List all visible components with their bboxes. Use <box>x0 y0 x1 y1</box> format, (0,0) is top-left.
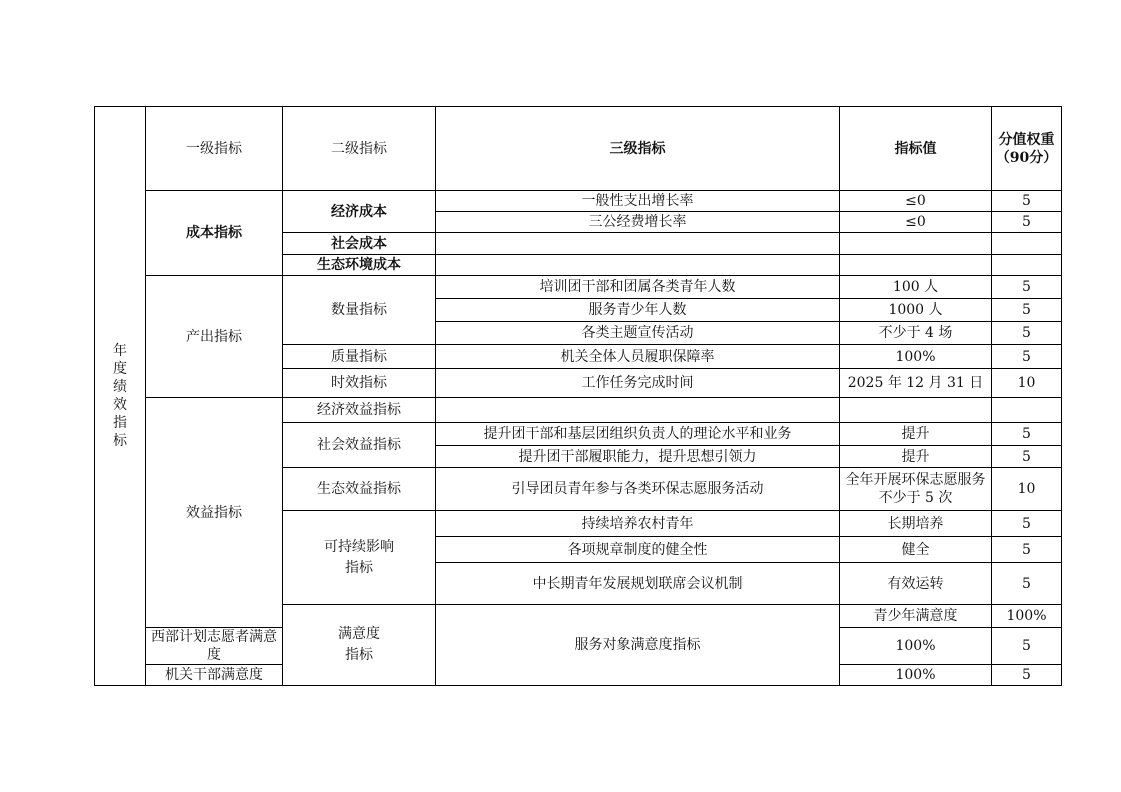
level3-cell: 提升团干部和基层团组织负责人的理论水平和业务 <box>436 423 840 446</box>
weight-cell-empty <box>992 255 1062 276</box>
level2-economic-cost: 经济成本 <box>283 191 436 233</box>
level2-social-benefit: 社会效益指标 <box>283 423 436 468</box>
value-cell: 100% <box>840 345 992 369</box>
level2-sustainable-label: 可持续影响指标 <box>324 538 394 576</box>
weight-cell: 5 <box>992 191 1062 212</box>
level1-cost: 成本指标 <box>146 191 283 276</box>
level3-cell: 培训团干部和团属各类青年人数 <box>436 276 840 299</box>
weight-cell: 10 <box>992 369 1062 398</box>
level1-benefit: 效益指标 <box>146 398 283 628</box>
performance-indicator-table <box>94 106 1062 686</box>
value-cell: 100% <box>992 605 1062 628</box>
weight-cell: 5 <box>992 212 1062 233</box>
header-value: 指标值 <box>840 107 992 191</box>
value-cell: 提升 <box>840 423 992 446</box>
weight-cell: 5 <box>992 563 1062 605</box>
level3-cell: 青少年满意度 <box>840 605 992 628</box>
level1-satisfaction-label: 满意度指标 <box>338 626 380 663</box>
annual-performance-indicator-cell <box>95 107 146 686</box>
value-cell: 全年开展环保志愿服务不少于 5 次 <box>840 468 992 511</box>
value-cell: ≤0 <box>840 191 992 212</box>
header-row <box>95 107 1062 191</box>
value-cell: ≤0 <box>840 212 992 233</box>
weight-cell: 5 <box>992 423 1062 446</box>
value-cell: 1000 人 <box>840 299 992 322</box>
level3-cell-empty <box>436 233 840 255</box>
value-cell-empty <box>840 233 992 255</box>
weight-cell: 5 <box>992 628 1062 665</box>
level3-cell-empty <box>436 255 840 276</box>
level2-eco-cost: 生态环境成本 <box>283 255 436 276</box>
value-cell: 长期培养 <box>840 511 992 537</box>
header-level2: 二级指标 <box>283 107 436 191</box>
level3-cell: 引导团员青年参与各类环保志愿服务活动 <box>436 468 840 511</box>
level2-sustainable <box>283 511 436 605</box>
level3-cell: 提升团干部履职能力，提升思想引领力 <box>436 446 840 468</box>
weight-cell: 5 <box>992 537 1062 563</box>
header-weight: 分值权重（90分） <box>992 107 1062 191</box>
level3-cell: 机关干部满意度 <box>146 665 283 686</box>
weight-cell: 5 <box>992 322 1062 345</box>
weight-cell: 5 <box>992 299 1062 322</box>
weight-cell-empty <box>992 233 1062 255</box>
header-level1: 一级指标 <box>146 107 283 191</box>
level2-economic-benefit: 经济效益指标 <box>283 398 436 423</box>
value-cell: 100 人 <box>840 276 992 299</box>
value-cell: 100% <box>840 665 992 686</box>
value-cell-empty <box>840 398 992 423</box>
value-cell-empty <box>840 255 992 276</box>
level3-cell: 工作任务完成时间 <box>436 369 840 398</box>
level2-service-satisfaction <box>436 605 840 686</box>
value-cell: 不少于 4 场 <box>840 322 992 345</box>
level3-cell: 持续培养农村青年 <box>436 511 840 537</box>
annual-performance-indicator-label: 年度绩效指标 <box>113 343 127 449</box>
value-cell: 2025 年 12 月 31 日 <box>840 369 992 398</box>
table-row <box>95 398 1062 423</box>
level2-quality: 质量指标 <box>283 345 436 369</box>
weight-cell: 5 <box>992 345 1062 369</box>
level1-output: 产出指标 <box>146 276 283 398</box>
header-level3: 三级指标 <box>436 107 840 191</box>
weight-cell: 5 <box>992 511 1062 537</box>
value-cell: 100% <box>840 628 992 665</box>
table-row <box>95 191 1062 212</box>
weight-cell: 5 <box>992 446 1062 468</box>
weight-cell: 5 <box>992 665 1062 686</box>
weight-cell: 5 <box>992 276 1062 299</box>
weight-cell-empty <box>992 398 1062 423</box>
level3-cell: 三公经费增长率 <box>436 212 840 233</box>
weight-cell: 10 <box>992 468 1062 511</box>
level3-cell: 各项规章制度的健全性 <box>436 537 840 563</box>
level2-timeliness: 时效指标 <box>283 369 436 398</box>
level3-cell: 服务青少年人数 <box>436 299 840 322</box>
value-cell: 健全 <box>840 537 992 563</box>
table-row <box>95 276 1062 299</box>
level3-cell-empty <box>436 398 840 423</box>
level2-ecology-benefit: 生态效益指标 <box>283 468 436 511</box>
value-cell: 有效运转 <box>840 563 992 605</box>
level3-cell: 西部计划志愿者满意度 <box>146 628 283 665</box>
value-cell: 提升 <box>840 446 992 468</box>
level1-satisfaction <box>283 605 436 686</box>
level2-social-cost: 社会成本 <box>283 233 436 255</box>
level2-quantity: 数量指标 <box>283 276 436 345</box>
level3-cell: 机关全体人员履职保障率 <box>436 345 840 369</box>
level3-cell: 中长期青年发展规划联席会议机制 <box>436 563 840 605</box>
level3-cell: 一般性支出增长率 <box>436 191 840 212</box>
level3-cell: 各类主题宣传活动 <box>436 322 840 345</box>
level2-service-satisfaction-label: 服务对象满意度指标 <box>574 636 701 653</box>
